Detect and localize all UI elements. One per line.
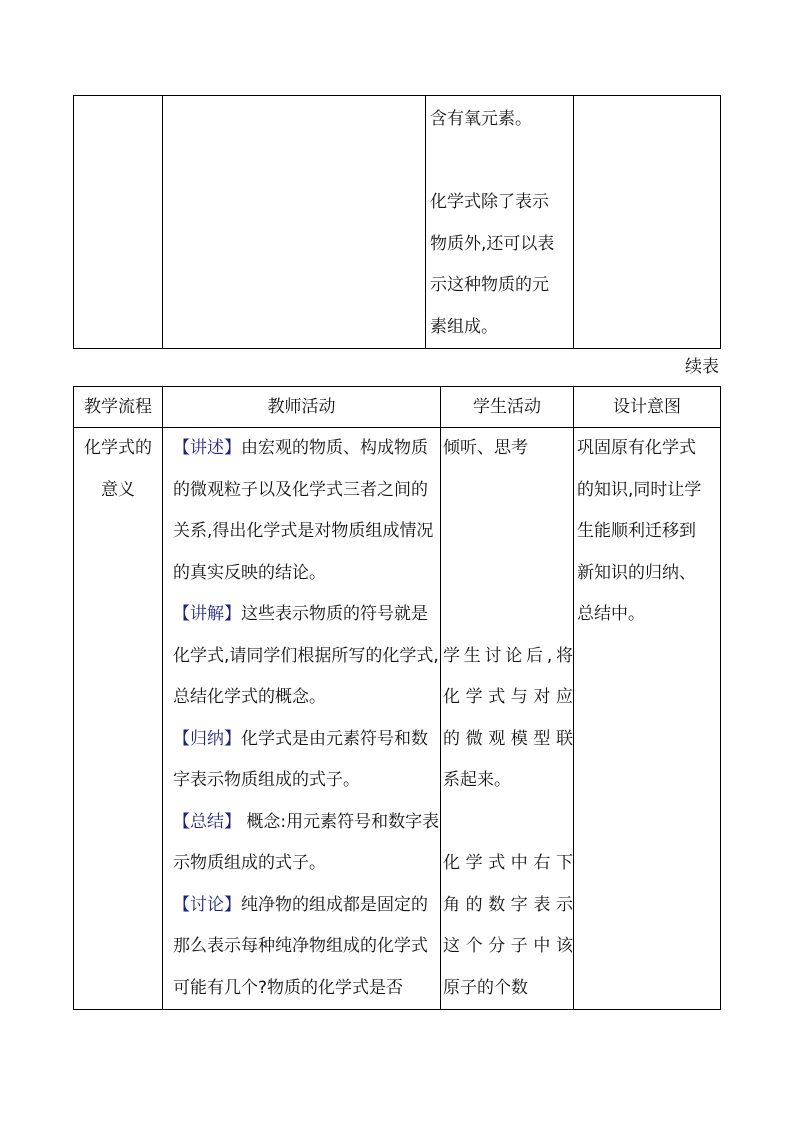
teacher-activity-cell bbox=[163, 428, 441, 1010]
cell-text: 原子的个数 bbox=[443, 977, 528, 998]
cell-text: 素组成。 bbox=[430, 316, 498, 337]
paragraph-text: 由宏观的物质、构成物质的微观粒子以及化学式三者之间的关系,得出化学式是对物质组成情况的真实反映的结论。 bbox=[173, 438, 434, 583]
cell-text: 的知识,同时让学 bbox=[577, 479, 702, 500]
paragraph-text: 纯净物的组成都是固定的那么表示每种纯净物组成的化学式可能有几个?物质的化学式是否 bbox=[173, 894, 428, 998]
cell-text: 化学式的 bbox=[84, 438, 152, 458]
cell-text: 巩固原有化学式 bbox=[577, 438, 696, 458]
paragraph bbox=[165, 885, 440, 1010]
tag-label: 【总结】 bbox=[173, 811, 241, 832]
paragraph bbox=[165, 719, 440, 802]
cell-text: 化学式除了表示 bbox=[430, 192, 549, 212]
student-activity-cell bbox=[441, 428, 574, 1010]
table-cell bbox=[426, 96, 574, 349]
paragraph bbox=[165, 428, 440, 594]
cell-text: 物质外,还可以表 bbox=[430, 233, 555, 254]
header-cell: 设计意图 bbox=[574, 387, 721, 428]
paragraph-text: 概念:用元素符号和数字表示物质组成的式子。 bbox=[173, 811, 440, 873]
cell-text: 学生讨论后,将 bbox=[443, 645, 573, 666]
paragraph-text: 化学式是由元素符号和数字表示物质组成的式子。 bbox=[173, 728, 428, 790]
cell-text: 这个分子中该 bbox=[443, 936, 573, 956]
cell-text: 角的数字表示 bbox=[443, 894, 573, 915]
table-header-row bbox=[74, 387, 721, 428]
table-cell bbox=[74, 96, 163, 349]
tag-label: 【讨论】 bbox=[173, 894, 241, 915]
header-cell: 教师活动 bbox=[163, 387, 441, 428]
cell-text: 化学式与对应 bbox=[443, 687, 573, 707]
cell-text: 系起来。 bbox=[443, 770, 511, 790]
table-row bbox=[74, 428, 721, 1010]
paragraph-text: 这些表示物质的符号就是化学式,请同学们根据所写的化学式,总结化学式的概念。 bbox=[173, 604, 439, 707]
cell-text: 倾听、思考 bbox=[443, 438, 528, 458]
previous-table-fragment bbox=[73, 95, 721, 349]
cell-text: 新知识的归纳、 bbox=[577, 562, 696, 583]
continued-label: 续表 bbox=[685, 357, 719, 377]
header-cell: 教学流程 bbox=[74, 387, 163, 428]
paragraph bbox=[165, 802, 440, 885]
tag-label: 【归纳】 bbox=[173, 728, 241, 749]
paragraph bbox=[165, 594, 440, 719]
header-cell: 学生活动 bbox=[441, 387, 574, 428]
lesson-table bbox=[73, 386, 721, 1010]
design-intent-cell bbox=[574, 428, 721, 1010]
tag-label: 【讲解】 bbox=[173, 604, 241, 624]
table-cell bbox=[163, 96, 426, 349]
cell-text: 生能顺利迁移到 bbox=[577, 521, 696, 541]
cell-text: 含有氧元素。 bbox=[430, 109, 532, 129]
cell-text: 示这种物质的元 bbox=[430, 275, 549, 295]
cell-text: 意义 bbox=[101, 479, 135, 500]
process-cell bbox=[74, 428, 163, 1010]
table-cell bbox=[574, 96, 721, 349]
tag-label: 【讲述】 bbox=[173, 438, 241, 458]
cell-text: 化学式中右下 bbox=[443, 853, 573, 873]
cell-text: 的微观模型联 bbox=[443, 728, 573, 749]
cell-text: 总结中。 bbox=[577, 604, 645, 624]
